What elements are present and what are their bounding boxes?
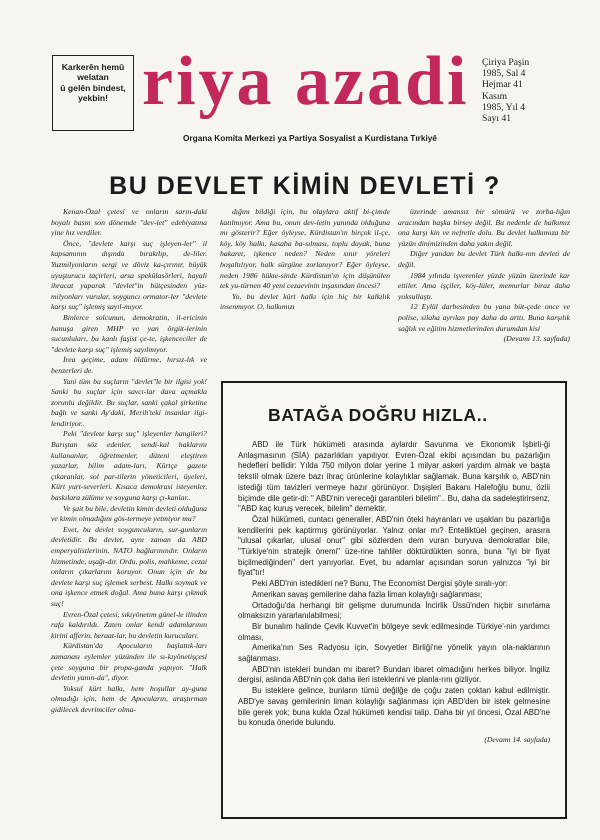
paragraph: 1984 yılında işverenler yüzde yüzün üzerinde kar ettiler. Ama işçiler, köy-lüler, memurlar biraz daha yoksullaştı. (398, 270, 570, 301)
boxed-article-body (238, 440, 550, 729)
paragraph: dığını bildiği için, bu olaylara aktif bi-çimde katılmıyor. Ama bu, onun dev-letin yanında olduğuna mı gösterir? Eğer öyleyse, Kürdistan'ın birçok il-çe, köy, köy halkı, kasaba ba-sılması, toplu dayak, buna hakaret, işkence neden? Neden sınır yöreleri boşaltılıyor, halk sürgüne zorlanıyor? Eğer öyleyse, neden 1986 hükte-sinde Kürdistan'ın için düşünülen tek yu-türnen 40 yeni cezaevinin inşasından öncesi? (220, 207, 390, 291)
paragraph: ABD ile Türk hükümeti arasında aylardır Savunma ve Ekonomik İşbirli-ği Anlaşmasının (SİA) pazarlıkları yapılıyor. Evren-Özal ekibi açısından bu pazarlığın hedefleri bellidir: Yılda 750 milyon dolar yerine 1 milyar askeri yardım almak ve başta tekstil olmak üzere bazı ihraç ürünlerine kolaylıklar sağlamak. Buna karşılık o, ABD'nin istediği tüm tavizleri vermeye hazır görünüyor. Dışişleri Bakanı Halefoğlu bunu, özlii biçimde dile getir-di: " ABD'nin vereceği garantileri bilelim".. Bu, daha da sadeleştirirsenz, "ABD kaç kuruş verecek, bilelim" demektir. (238, 440, 550, 514)
paragraph: Amerika'nın Ses Radyosu için, Sovyetler Birliği'ne yönelik yayın ola-naklarının sağlanması. (238, 643, 550, 664)
paragraph: Önce, "devlete karşı suç işleyen-ler" il kapsamının dışında bırakılıp, de-liler. Yuzmilyonların sergi ve döviz ka-çırınır, büyük uyuşturucu taçirleri, arsa spekülasörleri, hayali ihracat yaparak "devlet"in bütçesinden yüz-milyonları vurular, soyguncı ormator-ler "devlete karşı suç" işlemiş sayıl-mıyor. (51, 238, 207, 312)
paragraph: Yoksul kürt halkı, hem hoşullar ay-guna olmadığı için, hem de Apocuların, araştırman gidilecek devrimciler olma- (51, 683, 207, 714)
masthead-subtitle: Organa Komita Merkezi ya Partiya Sosyalist a Kurdistana Tırkiyê (182, 133, 438, 143)
boxed-article-title: BATAĞA DOĞRU HIZLA.. (268, 405, 488, 425)
paragraph: Bir bunalım halinde Çevik Kuvvet'in bölgeye sevk edilmesinde Türkiye'-nin yardımcı olması, (238, 621, 550, 642)
issue-line: 1985, Sal 4 (482, 68, 526, 80)
paragraph: Peki "devlete karşı suç" işleyenler hangileri? Barıştan söz edenler, sendi-kal haklarını kullananlar, öğretmenler, düzeni eleştiren yazarlar, bilim adam-ları, Kürtçe gazete çıkaranlar, sol par-tilerin yöneticileri, üyeleri, Kürt yurt-severleri. Kısaca demokrasi isteyenler, baskılara zülüme ve soyguna karşı çı-kanlar.. (51, 429, 207, 503)
boxed-article (221, 381, 567, 819)
paragraph: Özal hükümeti, cuntacı generaller, ABD'nin öteki hayranları ve uşakları bu pazarlığa kendilerini pek kaptirmış görünüyorlar. Yalnız onlar mı? Entelliktüel geçinen, arasıra "ulusal çıkarlar, ulusal onur" gibi sözlerden dem vuran buryuva demokratlar bile, "Türkiye'nin stratejik önemi" üze-rine tahliler döktürdükten sonra, buna "iyi bir fiyat biçilmediğinden" dert yanıyorlar. Evet, bu adamlar açısından sorun yalnızca "iyi bir fiyat"tır! (238, 514, 550, 578)
slogan-line: û gelên bindest, (60, 82, 126, 93)
issue-line: Sayı 41 (482, 113, 512, 125)
continued-note: (Devamı 14. sayfada) (484, 734, 550, 744)
slogan-line: welatan (77, 72, 109, 83)
paragraph: Evren-Özal çetesi, sıkıyönetım günel-le ilinden rafa kaldırıldı. Zaten onlar kendi adamlarının kirini afferin, beraat-lar, bu devletin kurucuları. (51, 609, 207, 640)
paragraph: Ve şait bu bile, devletin kimin devleti olduğuna ve kimin olmadığını gös-termeye yetmiyor mu? (51, 503, 207, 524)
continued-note: (Devamı 13. sayfada) (503, 334, 570, 344)
slogan-line: yekbin! (77, 93, 109, 104)
paragraph: Amerikan savaş gemilerine daha fazla liman kolaylığı sağlanması; (252, 589, 483, 599)
paragraph: İrea geçime, adam öldürme, hırsız-lık ve benzerleri de. (51, 355, 207, 375)
issue-line: 1985, Yıl 4 (482, 101, 526, 113)
paragraph: ABD'nin istekleri bundan mı ibaret? Bundan ibaret olmadığını herkes biliyor. İngiliz dergisi, aslında ABD'nin çok daha ileri isteklerini ve planla-rını gizliyor. (238, 664, 550, 685)
paragraph: üzerinde amansız bir sömürü ve zorba-lığın aracından başka birsey değil. Bu nedenle de halkımız ona karşı kin ve nefretle dolu. Bu devlet halkımıza bir yüzün dinimizinden daha yakın değil. (398, 207, 570, 248)
paragraph: Kürdistan'da Apocuların başlattık-ları zamanası eylemler yüzünden ile sı-kıyönetişçesi çete soyguna bir propa-ganda yapıyor. "Halk devletin yanın-da", diyor. (51, 641, 207, 683)
article-column-1 (51, 207, 207, 817)
issue-line: Kasım (482, 90, 508, 102)
article-column-3 (398, 207, 570, 357)
paragraph: Evet, bu devlet soyguncuların, sur-gunların devletidir. Bu devlet, aynı zaman da ABD emperyalistlerinin, NATO hağlarınındır. Onların hizmetinde, uşağı-dır. Ordu, polis, mahkeme, cezai onların çıkarlarını koruyor. Onun için de bu devlete karşı suç işlemek serbest. Halkı soymak ve ona işkence etmek doğal. Ama buna karşı çıkmak suç! (51, 524, 207, 608)
paragraph: Yani tüm bu suçların "devlet"le bir ilgisi yok! Sanki bu suçlar için savcı-lar dava açmakla zorunlu değildir. Bu suçlar, sanki çakal şirketine bağlı ve sanki Ay'daki, Merih'teki insanlar ilgi-lendiriyor.. (51, 376, 207, 428)
paragraph: Binlerce solcunun, demokratin, il-ericinin hanuşa giren MHP ve yan örgüt-lerinin sucunluları, bu kanlı faşist çe-te, işkenceciler de "devlete karşı suç" işlemiş sayılmıyor. (51, 312, 207, 354)
issue-info (482, 57, 562, 124)
paragraph: 12 Eylül darbesinden bu yana büt-çede once ve polise, silaha ayrılan pay daha da arttı. Buna karşılık sağlık ve eğitim hizmetlerinden durumdan kisi (398, 302, 570, 333)
newspaper-logo: riya azadi (142, 43, 470, 120)
paragraph: Kenan-Özal çetesi ve onların sarın-daki boyalı basın son dönemde "dev-let" edebiyatına yine hız verdiler. (51, 207, 207, 238)
issue-line: Çiriya Paşin (482, 57, 530, 68)
article-column-2 (220, 207, 390, 357)
paragraph: Yo, bu devlet kürt halkı için hiç bir kalkılık insenmıyor. O, halkımızı (220, 291, 390, 312)
paragraph: Peki ABD'nin istedikleri ne? Bunu, The Economist Dergisi şöyle sıralı-yor: (252, 579, 508, 589)
paragraph: Diğer yandan bu devlet Türk halkı-nın devleti de değil. (398, 249, 570, 269)
paragraph: Bu isteklere gelince, bunların tümü değilğe de çoğu zaten çoktan kabul edilmiştir. ABD'ye savaş gemilerinin liman kolaylığı sağlanması için ABD'den bir istek gelmesine bile gerek yok; buna kukla Özal hükümeti kendisi talip. Daha bir yıl öncesi, Özal ABD'ne bu konuda öneride bulundu. (238, 686, 550, 728)
slogan-box (52, 55, 134, 131)
issue-line: Hejmar 41 (482, 79, 523, 91)
slogan-line: Karkerên hemû (61, 62, 125, 72)
paragraph: Ortadoğu'da herhangi bir gelişme durumunda İncirlik Üssü'nden hiçbir sınırlama olmaksızın yararlanılabilmesi; (238, 600, 550, 621)
main-headline: BU DEVLET KİMİN DEVLETİ ? (109, 172, 501, 200)
